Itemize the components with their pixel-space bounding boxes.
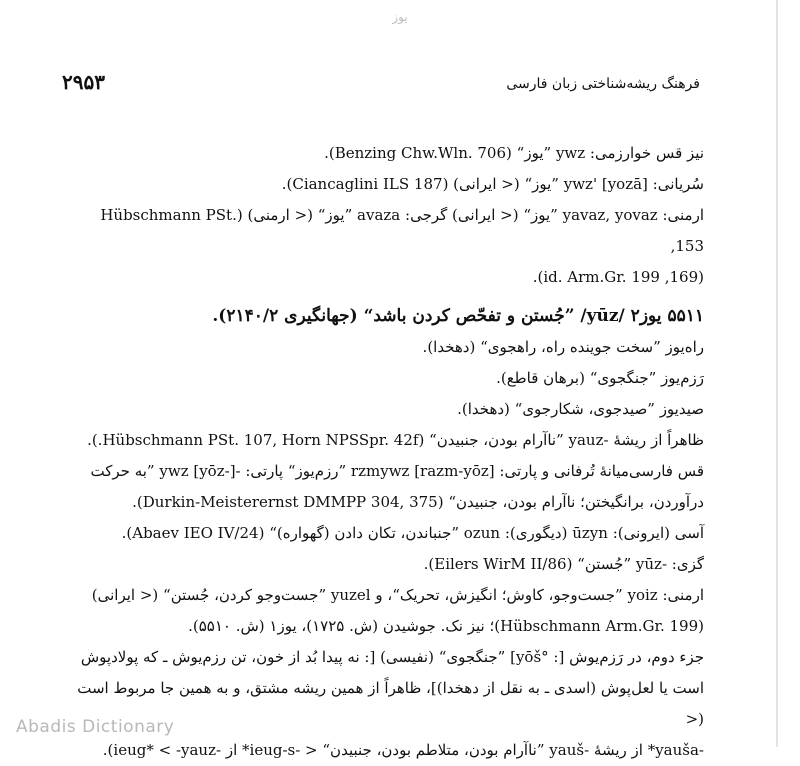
entry-headword-5511: ۵۵۱۱ یوز۲ /yūz/ ”جُستن و تفحّص کردن باشد“ (جهانگیری ۲۱۴۰/۲). (212, 306, 704, 326)
line-armenian-2: (169, id. Arm.Gr. 199). (532, 268, 704, 286)
line-gazi: گزی: -yūz ”جُستن“ (Eilers WirM II/86). (423, 555, 704, 573)
running-word: یوز (392, 10, 408, 24)
line-rahyuz: راه‌یوز ”سخت جوینده راه، راهجوی“ (دهخدا). (422, 338, 704, 356)
line-syriac: سُریانی: ywz' [yozā] ”یوز“ (< ایرانی) (Ciancaglini ILS 187). (281, 175, 704, 193)
line-armenian-4: (Hübschmann Arm.Gr. 199)؛ نیز نک. جوشیدن (ش. ۱۷۲۵)، یوز۱ (ش. ۵۵۱۰). (188, 617, 704, 635)
line-middle-persian-1: قس فارسی‌میانهٔ تُرفانی و پارتی: rzmywz [razm-yōz] ”رزم‌یوز“ پارتی: -ywz [yōz-] ”به حرکت (90, 462, 704, 480)
line-seydyuz: صیدیوز ”صیدجوی، شکارجوی“ (دهخدا). (457, 400, 704, 418)
line-khwarezmian: نیز قس خوارزمی: ywz ”یوز“ (Benzing Chw.Wln. 706). (324, 144, 704, 162)
line-second-part-2: است یا لعل‌پوش (اسدی ـ به نقل از دهخدا)]، ظاهراً از همین ریشه مشتق، و به همین جا مربوط است (< (77, 679, 704, 728)
line-second-part-1: جزء دوم، در رَزم‌یوش [: °yōš] ”جنگجوی“ (نفیسی) [: نه پیدا بُد از خون، تن رزم‌یوش ـ که پولادپوش (80, 648, 704, 666)
line-etymology: ظاهراً از ریشهٔ -yauz ”ناآرام بودن، جنبیدن“ (Hübschmann PSt. 107, Horn NPSSpr. 42f.). (87, 431, 704, 449)
line-middle-persian-2: درآوردن، برانگیختن؛ ناآرام بودن، جنبیدن“ (Durkin-Meisterernst DMMPP 304, 375). (132, 493, 704, 511)
entry-body (64, 138, 704, 766)
page-number: ۲۹۵۳ (62, 70, 105, 94)
line-ossetic: آسی (ایرونی): ūzyn (دیگوری): ozun ”جنباندن، تکان دادن (گهواره)“ (Abaev IEO IV/24). (121, 524, 704, 542)
line-razmyuz: رَزم‌یوز ”جنگجوی“ (برهان قاطع). (496, 369, 704, 387)
line-armenian-3: ارمنی: yoiz ”جست‌وجو، کاوش؛ انگیزش، تحریک“، و yuzel ”جست‌وجو کردن، جُستن“ (< ایرانی) (91, 586, 704, 604)
page-edge-divider (776, 0, 778, 747)
watermark: Abadis Dictionary (16, 717, 175, 737)
page-header-title: فرهنگ ریشه‌شناختی زبان فارسی (506, 76, 700, 92)
line-second-part-3: -yauša* از ریشهٔ -yauš ”ناآرام بودن، متلاطم بودن، جنبیدن“ < -ieug-s* از -ieug* < -yauz). (102, 741, 704, 759)
line-armenian-1: ارمنی: yavaz, yovaz ”یوز“ (< ایرانی) گرجی: avaza ”یوز“ (< ارمنی) (Hübschmann PSt. 153, (100, 206, 704, 255)
spacer (64, 293, 704, 301)
